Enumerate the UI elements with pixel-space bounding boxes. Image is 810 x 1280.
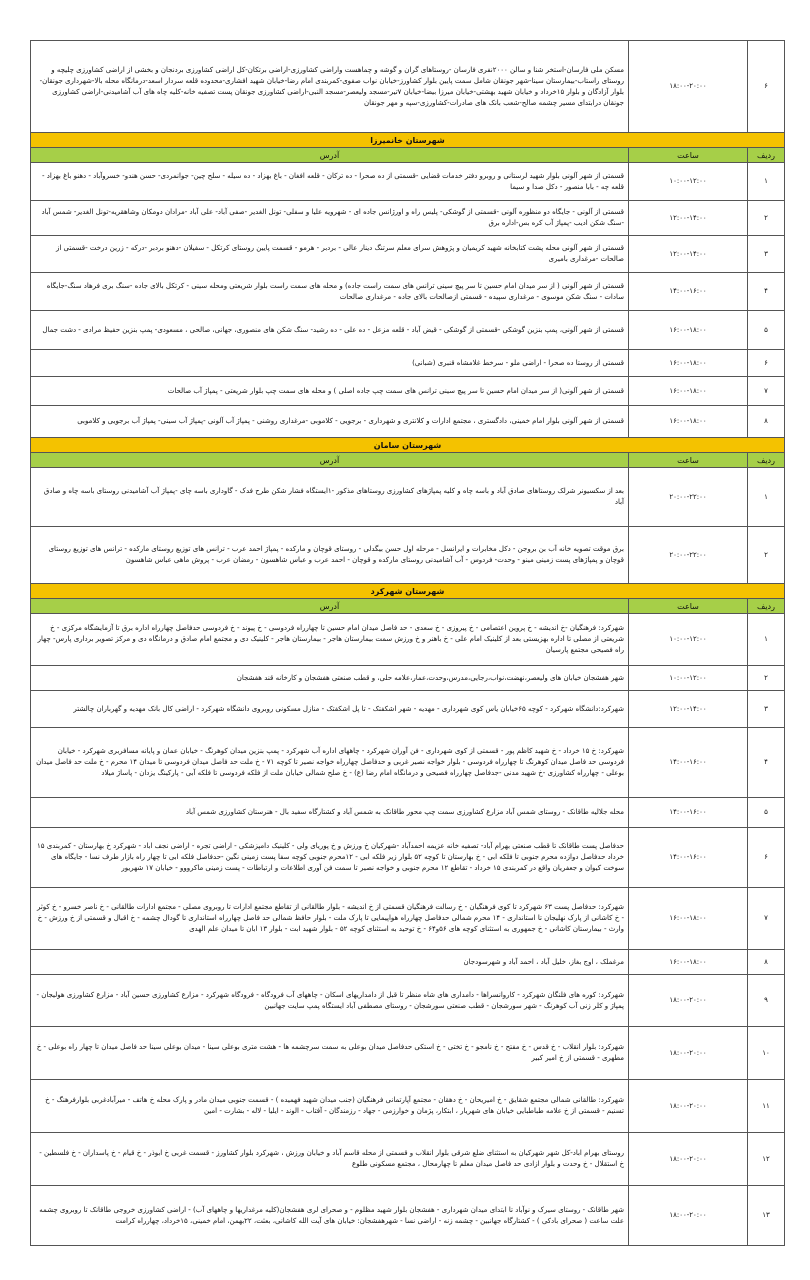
outage-address: مسکن ملی فارسان-استخر شنا و سالن ۲۰۰۰نفری فارسان -روستاهای گران و گوشه و چماهست واراضی کشاورزی-اراضی برتکان-کل اراضی کشاورزی بردنجان و بخشی از اراضی کشاورزی چلیچه و روستای راستاب-بیمارستان سینا-شهر جونقان شامل سمت پایین بلوار کشاورز-خیابان نواب صفوی-کمربندی امام رضا-خیابان شهید افشاری-محدوده قلعه سردار اسعد-درمانگاه محله بالا-شهرداری جونقان-بلوار آزادگان و بلوار ۱۵خرداد و خیابان شهید بهشتی-خیابان میرزا بیضا-خیابان ۷تیر-مسجد ولیعصر-مسجد النبی-اراضی کشاورزی جونقان پست تصفیه خانه-کلیه چاه های آب آشامیدنی-اراضی کشاورزی جونقان درابتدای مسیر چشمه صالح-شعب بانک های صادرات-کشاورزی-سپه و مهر جونقان — [31, 41, 629, 133]
row-number: ۱۳ — [748, 1186, 785, 1246]
outage-address: حدفاصل پست طاقانک تا قطب صنعتی بهرام آباد- تصفیه خانه عزیمه احمدآباد -شهرکیان خ ورزش و خ پوریای ولی - کلینیک دامپزشکی - اراضی تجره - اراضی نجف اباد - شهرکرد خ بهارستان - کمربندی ۱۵ خرداد حدفاصل دوازده محرم جنوبی تا فلکه ابی - خ بهارستان تا کوچه ۵۲ بلوار زیر فلکه ابی - ۱۲محرم جنوبی کوچه سفا پست زمینی نگین -حدفاصل فلکه ابی تا چهار راه بازار طرف نسا - جایگاه های سوخت کیوان و جعفریان واقع در کمربندی ۱۵ خرداد - تقاطع ۱۲ محرم جنوبی و خواجه نصیر تا سمت فن آوری اطلاعات و ارتباطات - پست زمینی ماکرووو - خیابان ۱۷ شهریور — [31, 828, 629, 888]
table-row — [31, 798, 785, 828]
column-header-row-number: ردیف — [748, 453, 785, 468]
table-row — [31, 236, 785, 273]
outage-address: شهرکرد: حدفاصل پست ۶۳ شهرکرد تا کوی فرهنگیان - خ رسالت فرهنگیان قسمتی از خ اندیشه - بلوار طالقانی از تقاطع مجتمع ادارات تا روبروی مصلی - مجتمع ادارات طالقانی - خ ناصر خسرو - خ کوثر - خ کاشانی از پارک نهلیجان تا استانداری - ۱۴ محرم شمالی حدفاصل چهارراه هواپیمایی تا پارک ملت - بلوار حافظ شمالی حد فاصل چهارراه استانداری تا گودال چشمه - خ اقبال و قسمتی از خ ورزش - خ وارث - بیمارستان کاشانی - خ جمهوری به استثنای کوچه های ۵۶و۶۴ - خ توحید به استثنای کوچه ۵۲ - بلوار شهید ابت - بلوار ۱۳ ابان تا میدان علم الهدی — [31, 888, 629, 950]
row-number: ۱ — [748, 614, 785, 666]
outage-address: شهر طاقانک - روستای سیرک و نوآباد تا ابتدای میدان شهرداری - هفشجان بلوار شهید مظلوم - و صحرای لری هفشجان(کلیه مرغداریها و چاههای آب) - اراضی کشاورزی خروجی طاقانک تا روبروی چشمه علت ساعت ( صحرای بادکی ) - کشتارگاه جهانبین - چشمه زنه - اراضی نسا - شهرهفشجان: خیابان های آیت الله کاشانی، بعثت، ۲۲بهمن، امام خمینی، ۱۵خرداد، چهارراه کرامت — [31, 1186, 629, 1246]
row-number: ۱ — [748, 163, 785, 201]
outage-time: ۱۴:۰۰-۱۶:۰۰ — [629, 828, 748, 888]
table-header-row — [31, 148, 785, 163]
row-number: ۲ — [748, 666, 785, 691]
row-number: ۶ — [748, 41, 785, 133]
table-row — [31, 273, 785, 311]
row-number: ۳ — [748, 236, 785, 273]
row-number: ۲ — [748, 201, 785, 236]
outage-address: شهرکرد: فرهنگیان -خ اندیشه - خ پروین اعتصامی - خ پیروزی - خ سعدی - حد فاصل میدان امام حسین تا چهارراه فردوسی - خ پیوند - خ فردوسی حدفاصل چهارراه اداره برق تا آزمایشگاه مرکزی - خ شریعتی از مصلی تا اداره بهزیستی بعد از کلینیک امام علی - خ باهنر و خ ورزش سمت بیمارستان هاجر - بیمارستان هاجر - کلینیک دی و مجتمع امام صادق و درمانگاه دی و مرکز تصویر برداری پارس- چهار راه فصیحی مجتمع پارسیان — [31, 614, 629, 666]
outage-schedule-table — [30, 40, 785, 1246]
outage-time: ۱۰:۰۰-۱۲:۰۰ — [629, 614, 748, 666]
outage-address: قسمتی از روستا ده صحرا - اراضی ملو - سرخط غلامشاه قنبری (شبانی) — [31, 350, 629, 377]
table-row — [31, 691, 785, 728]
outage-address: شهرکرد: کوره های فلنگان شهرکرد - کاروانسراها - دامداری های شاه منظر تا قبل از دامداریهای اسکان - چاههای آب فرودگاه - فرودگاه شهرکرد - مزارع کشاورزی حسین آباد - مزارع کشاورزی هولیجان - پمپاژ و کلر زنی آب کوهرنگ - شهر سورشجان - قطب صنعتی سورشجان - روستای مصطفی آباد ایستگاه پمپ سایت جهانبین — [31, 975, 629, 1027]
outage-address: قسمتی از شهر آلونی( از سر میدان امام حسین تا سر پیچ سینی ترانس های سمت چپ جاده اصلی ) و محله های سمت چپ بلوار شریعتی - پمپاژ آب صالحات — [31, 377, 629, 406]
row-number: ۱۰ — [748, 1027, 785, 1080]
row-number: ۳ — [748, 691, 785, 728]
outage-time: ۱۸:۰۰-۲۰:۰۰ — [629, 1133, 748, 1186]
outage-address: شهرکرد: بلوار انقلاب - خ قدس - خ مفتح - خ نامجو - خ تختی - خ استکی حدفاصل میدان بوعلی به سمت سرچشمه ها - هشت متری بوعلی سینا - میدان بوعلی سینا حد فاصل میدان تا چهار راه بوعلی - خ مطهری - قسمتی از خ امیر کبیر — [31, 1027, 629, 1080]
table-row — [31, 828, 785, 888]
table-header-row — [31, 599, 785, 614]
section-title-row — [31, 584, 785, 599]
outage-time: ۱۴:۰۰-۱۶:۰۰ — [629, 273, 748, 311]
outage-address: شهرکرد: طالقانی شمالی مجتمع شقایق - خ امیریحان - خ دهقان - مجتمع آپارتمانی فرهنگیان (جنب میدان شهید فهمیده ) - قسمت جنوبی میدان مادر و پارک محله خ هاتف - میرآبادغربی بلوارفرهنگ - خ تسنیم - قسمتی از خ علامه طباطبایی خیابان های شهریار ، ابتکار، پژمان و خوارزمی - جهاد - رزمندگان - آفتاب - الوند - ایلیا - لاله - بشارت - امین — [31, 1080, 629, 1133]
table-row — [31, 41, 785, 133]
outage-schedule-sheet — [30, 40, 785, 1248]
outage-address: قسمتی از آلونی - جایگاه دو منظوره آلونی -قسمتی از گوشکی- پلیس راه و اورژانس جاده ای - شهرویه علیا و سفلی- تونل الغدیر -صفی آباد- علی آباد -مرادان دومکان وشاهقریه-تونل الغدیر- شمس آباد -سنگ شکن ادیب -پمپاژ آب کره بس-اداره برق — [31, 201, 629, 236]
column-header-time: ساعت — [629, 148, 748, 163]
section-title-row — [31, 133, 785, 148]
column-header-time: ساعت — [629, 599, 748, 614]
row-number: ۱۲ — [748, 1133, 785, 1186]
row-number: ۶ — [748, 828, 785, 888]
row-number: ۱۱ — [748, 1080, 785, 1133]
table-row — [31, 666, 785, 691]
outage-time: ۱۸:۰۰-۲۰:۰۰ — [629, 1027, 748, 1080]
column-header-address: آدرس — [31, 148, 629, 163]
outage-time: ۱۰:۰۰-۱۲:۰۰ — [629, 163, 748, 201]
outage-time: ۱۴:۰۰-۱۶:۰۰ — [629, 798, 748, 828]
outage-address: قسمتی از شهر آلونی محله پشت کتابخانه شهید کریمیان و پژوهش سرای معلم سرتنگ دینار عالی - بردبر - هرمو - قسمت پایین روستای کرتکل - سفیلان -دهنو بردبر -درکه - زرین درخت -قسمتی از صالحات -مرغداری بامیری — [31, 236, 629, 273]
table-row — [31, 350, 785, 377]
outage-time: ۱۲:۰۰-۱۴:۰۰ — [629, 691, 748, 728]
outage-time: ۱۴:۰۰-۱۶:۰۰ — [629, 728, 748, 798]
table-row — [31, 888, 785, 950]
table-header-row — [31, 453, 785, 468]
outage-time: ۱۶:۰۰-۱۸:۰۰ — [629, 377, 748, 406]
table-row — [31, 1027, 785, 1080]
section-title: شهرستان شهرکرد — [31, 584, 785, 599]
row-number: ۹ — [748, 975, 785, 1027]
outage-time: ۲۰:۰۰-۲۲:۰۰ — [629, 468, 748, 527]
row-number: ۴ — [748, 728, 785, 798]
outage-time: ۱۶:۰۰-۱۸:۰۰ — [629, 950, 748, 975]
outage-time: ۲۰:۰۰-۲۲:۰۰ — [629, 527, 748, 584]
outage-address: محله جلالیه طاقانک - روستای شمس آباد مزارع کشاورزی سمت چپ محور طاقانک به شمس آباد و کشتارگاه سفید بال - هنرستان کشاورزی شمس آباد — [31, 798, 629, 828]
table-row — [31, 406, 785, 438]
outage-time: ۱۶:۰۰-۱۸:۰۰ — [629, 350, 748, 377]
row-number: ۴ — [748, 273, 785, 311]
table-row — [31, 1133, 785, 1186]
section-title-row — [31, 438, 785, 453]
outage-address: مرغملک ، اوج بغاز، خلیل آباد ، احمد آباد و شهرسودجان — [31, 950, 629, 975]
row-number: ۵ — [748, 311, 785, 350]
table-row — [31, 201, 785, 236]
column-header-time: ساعت — [629, 453, 748, 468]
table-row — [31, 377, 785, 406]
outage-time: ۱۸:۰۰-۲۰:۰۰ — [629, 1186, 748, 1246]
table-row — [31, 975, 785, 1027]
table-row — [31, 163, 785, 201]
outage-address: برق موقت تصویه خانه آب بن بروجن - دکل مخابرات و ایرانسل - مرحله اول حسن بیگدلی - روستای قوچان و مارکده - پمپاژ احمد عرب - ترانس های توزیع روستای مارکده - ترانس های توزیع روستای قوچان و پمپاژهای پست زمینی مینو - وحدت- فردوس - آب آشامیدنی روستای مارکده و قوچان - احمد عرب و عباس شاهسون - رمضان عرب - پروش ماهی عباس شاهسون — [31, 527, 629, 584]
outage-time: ۱۸:۰۰-۲۰:۰۰ — [629, 41, 748, 133]
section-title: شهرستان خانمیرزا — [31, 133, 785, 148]
outage-address: روستای بهرام اباد-کل شهر شهرکیان به استثنای ضلع شرقی بلوار انقلاب و قسمتی از محله قاسم آباد و خیابان ورزش ، شهرکرد بلوار کشاورز - قسمت غربی خ ابوذر - خ قیام - خ پاسداران - خ فلسطین - خ استقلال - خ وحدت و بلوار ازادی حد فاصل میدان معلم تا چهارمحال ، مجتمع مسکونی طلوع — [31, 1133, 629, 1186]
row-number: ۸ — [748, 406, 785, 438]
outage-address: شهرکرد:دانشگاه شهرکرد - کوچه ۶۵خیابان یاس کوی شهرداری - مهدیه - شهر اشکفتک - تا پل اشکفتک - منازل مسکونی روبروی دانشگاه شهرکرد - اراضی کال بانک مهدیه و گهرباران چالشتر — [31, 691, 629, 728]
outage-address: شهر هفشجان خیابان های ولیعصر،نهضت،نواب،رجایی،مدرس،وحدت،عمار،علامه حلی، و قطب صنعتی هفشجان و کارخانه قند هفشجان — [31, 666, 629, 691]
table-row — [31, 728, 785, 798]
column-header-address: آدرس — [31, 453, 629, 468]
table-row — [31, 527, 785, 584]
outage-time: ۱۸:۰۰-۲۰:۰۰ — [629, 975, 748, 1027]
outage-time: ۱۲:۰۰-۱۴:۰۰ — [629, 201, 748, 236]
outage-address: قسمتی از شهر آلونی بلوار شهید لرستانی و روبرو دفتر خدمات قضایی -قسمتی از ده صحرا - ده ترکان - قلعه افغان - باغ بهزاد - ده سیله - سلح چین- جوانمردی- حسن هندو- خسروآباد - دهنو باغ بهزاد - قلعه چه - بابا منصور - دکل صدا و سیما — [31, 163, 629, 201]
section-title: شهرستان سامان — [31, 438, 785, 453]
table-row — [31, 311, 785, 350]
table-row — [31, 468, 785, 527]
row-number: ۷ — [748, 377, 785, 406]
row-number: ۵ — [748, 798, 785, 828]
row-number: ۷ — [748, 888, 785, 950]
row-number: ۶ — [748, 350, 785, 377]
table-row — [31, 1186, 785, 1246]
column-header-address: آدرس — [31, 599, 629, 614]
table-row — [31, 614, 785, 666]
outage-time: ۱۰:۰۰-۱۲:۰۰ — [629, 666, 748, 691]
column-header-row-number: ردیف — [748, 599, 785, 614]
outage-address: قسمتی از شهر آلونی ( از سر میدان امام حسین تا سر پیچ سینی ترانس های سمت راست جاده) و محله های سمت راست بلوار شریعتی ومحله سینی - کرتکل بالای جاده -سنگ بری فرهاد سنگ-جایگاه سادات - سنگ شکن موسوی - مرغداری سپیده - قسمتی ازصالحات بالای جاده - مرغداری صالحات — [31, 273, 629, 311]
row-number: ۱ — [748, 468, 785, 527]
outage-time: ۱۶:۰۰-۱۸:۰۰ — [629, 311, 748, 350]
outage-time: ۱۸:۰۰-۲۰:۰۰ — [629, 1080, 748, 1133]
outage-address: قسمتی از شهر آلونی، پمپ بنزین گوشکی -قسمتی از گوشکی - قیض آباد - قلعه مزعل - ده علی - ده رشید- سنگ شکن های منصوری، جهانی، صالحی ، مسعودی- پمپ بنزین حفیظ مرادی - دشت جمال — [31, 311, 629, 350]
table-row — [31, 950, 785, 975]
outage-address: شهرکرد: خ ۱۵ خرداد - خ شهید کاظم پور - قسمتی از کوی شهرداری - فن آوران شهرکرد - چاههای اداره آب شهرکرد - پمپ بنزین میدان کوهرنگ - خیابان عمان و پایانه مسافربری شهرکرد - خیابان فردوسی حد فاصل میدان کوهرنگ تا چهارراه فردوسی - بلوار خواجه نصیر غربی و حدفاصل چهارراه خواجه نصیر تا کوچه ۷۱ - خ ملت حد فاصل میدان فردوسی تا میدان ۱۴ محرم - خ ملت حد فاصل میدان بوعلی - چهارراه کشاورزی -خ شهید مدنی -جدفاصل چهارراه فصیحی و درمانگاه امام رضا (ع) - خ صلح شمالی خیابان ملت از فلکه فردوسی تا فلکه آبی - پارکینگ یزدان - پاساژ میلاد — [31, 728, 629, 798]
table-row — [31, 1080, 785, 1133]
outage-address: بعد از سکسیونر شرلک روستاهای صادق آباد و باسه چاه و کلیه پمپاژهای کشاورزی روستاهای مذکور -۱ایستگاه فشار شکن طرح فدک - گاوداری باسه چای -پمپاژ آب آشامیدنی روستای باسه چاه و صادق آباد — [31, 468, 629, 527]
outage-time: ۱۲:۰۰-۱۴:۰۰ — [629, 236, 748, 273]
row-number: ۲ — [748, 527, 785, 584]
outage-address: قسمتی از شهر آلونی بلوار امام خمینی، دادگستری ، مجتمع ادارات و کلانتری و شهرداری - برجویی - کلاموبی -مرغداری روشنی - پمپاژ آب آلونی -پمپاژ آب سینی- پمپاژ آب برجویی و کلاموبی — [31, 406, 629, 438]
column-header-row-number: ردیف — [748, 148, 785, 163]
outage-time: ۱۶:۰۰-۱۸:۰۰ — [629, 888, 748, 950]
row-number: ۸ — [748, 950, 785, 975]
outage-time: ۱۶:۰۰-۱۸:۰۰ — [629, 406, 748, 438]
